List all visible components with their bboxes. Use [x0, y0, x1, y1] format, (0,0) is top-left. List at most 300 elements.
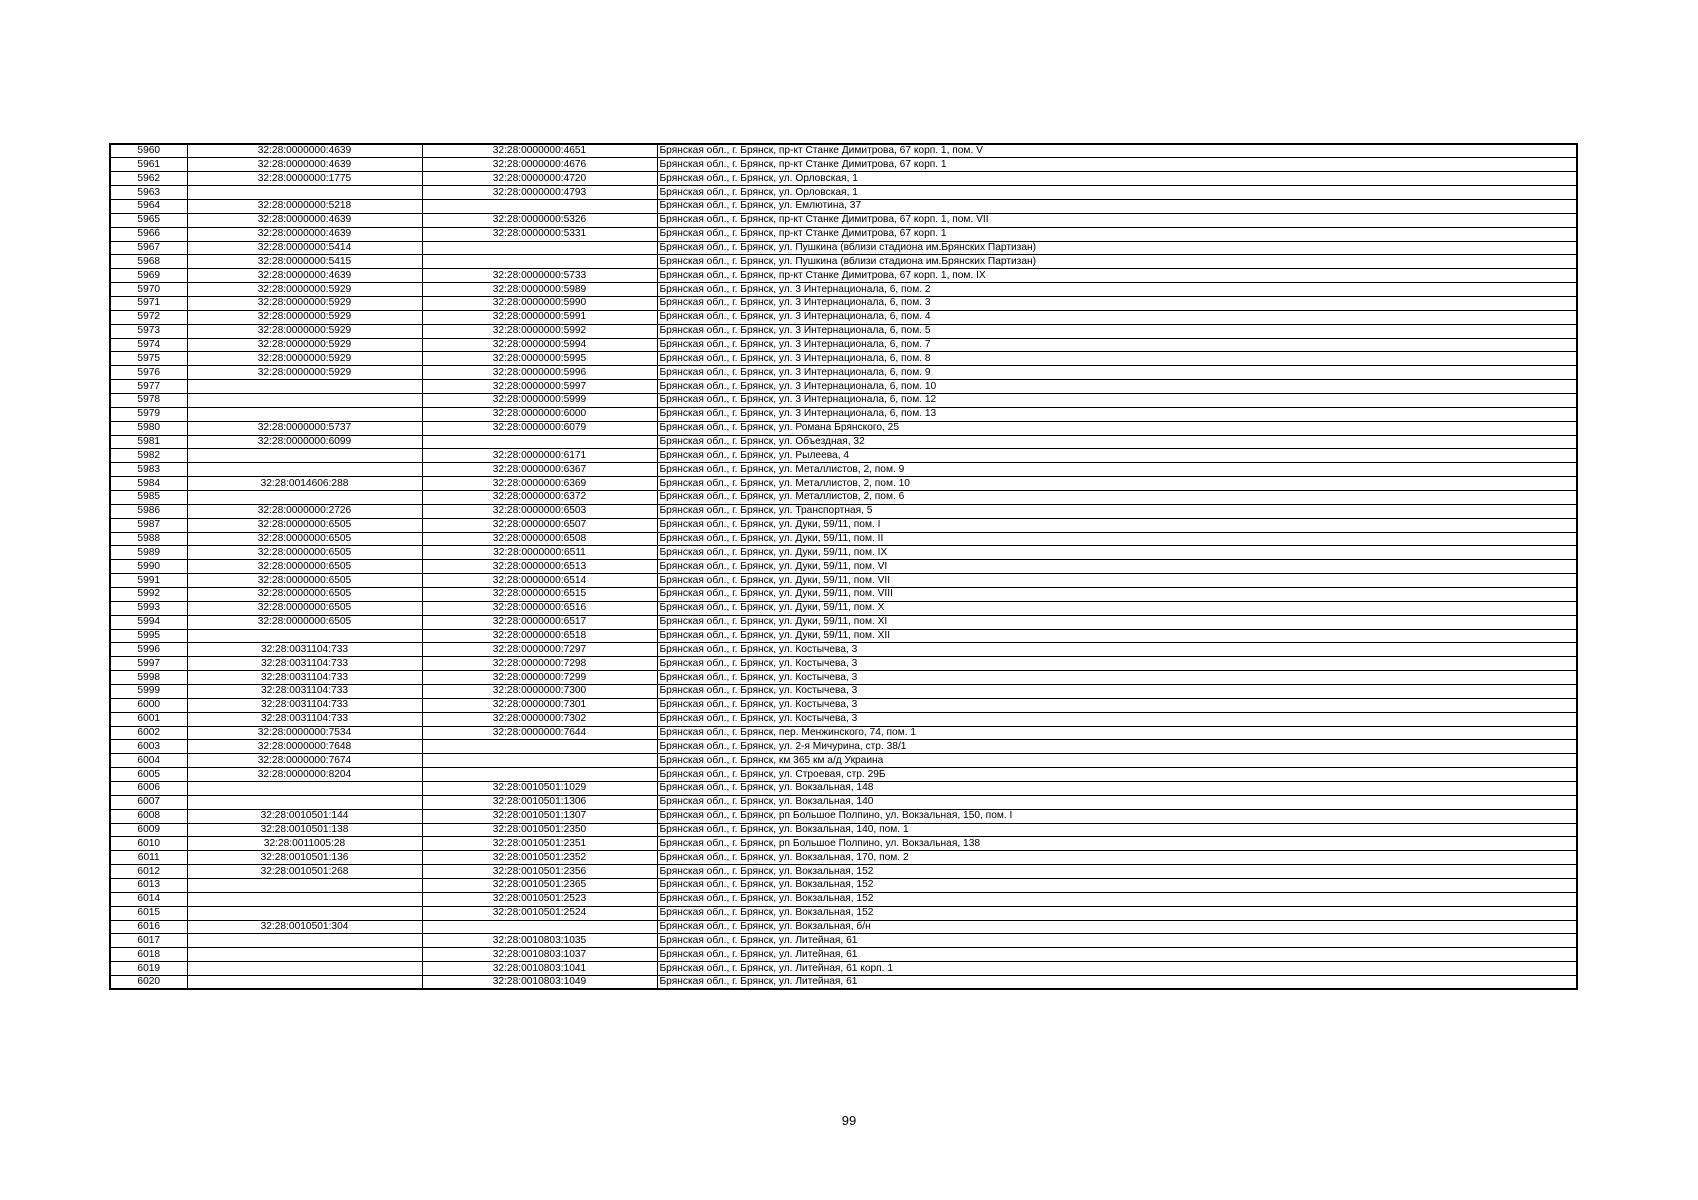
- address-cell: Брянская обл., г. Брянск, рп Большое Полпино, ул. Вокзальная, 138: [657, 837, 1577, 851]
- table-row: [110, 518, 1577, 532]
- table-row: [110, 490, 1577, 504]
- cadastral-number-cell: 32:28:0000000:5733: [422, 269, 657, 283]
- parent-cadastral-number-cell: 32:28:0000000:6505: [187, 518, 422, 532]
- table-row: [110, 962, 1577, 976]
- parent-cadastral-number-cell: 32:28:0000000:4639: [187, 213, 422, 227]
- table-row: [110, 629, 1577, 643]
- table-row: [110, 296, 1577, 310]
- row-number-cell: 6017: [110, 934, 187, 948]
- parent-cadastral-number-cell: 32:28:0000000:5414: [187, 241, 422, 255]
- cadastral-number-cell: 32:28:0000000:4651: [422, 144, 657, 158]
- row-number-cell: 6016: [110, 920, 187, 934]
- cadastral-number-cell: 32:28:0000000:6513: [422, 560, 657, 574]
- table-row: [110, 920, 1577, 934]
- parent-cadastral-number-cell: [187, 490, 422, 504]
- address-cell: Брянская обл., г. Брянск, ул. 3 Интернационала, 6, пом. 12: [657, 393, 1577, 407]
- address-cell: Брянская обл., г. Брянск, ул. Дуки, 59/11, пом. II: [657, 532, 1577, 546]
- row-number-cell: 5978: [110, 393, 187, 407]
- table-row: [110, 227, 1577, 241]
- table-row: [110, 906, 1577, 920]
- row-number-cell: 5992: [110, 588, 187, 602]
- parent-cadastral-number-cell: 32:28:0000000:7648: [187, 740, 422, 754]
- parent-cadastral-number-cell: 32:28:0000000:1775: [187, 172, 422, 186]
- address-cell: Брянская обл., г. Брянск, ул. Вокзальная, 152: [657, 879, 1577, 893]
- cadastral-number-cell: 32:28:0000000:5997: [422, 380, 657, 394]
- cadastral-number-cell: 32:28:0000000:5996: [422, 366, 657, 380]
- table-row: [110, 504, 1577, 518]
- parent-cadastral-number-cell: 32:28:0000000:4639: [187, 158, 422, 172]
- table-row: [110, 879, 1577, 893]
- table-row: [110, 310, 1577, 324]
- table-row: [110, 588, 1577, 602]
- cadastral-number-cell: 32:28:0000000:6507: [422, 518, 657, 532]
- cadastral-number-cell: 32:28:0000000:6372: [422, 490, 657, 504]
- cadastral-number-cell: 32:28:0000000:6000: [422, 407, 657, 421]
- row-number-cell: 5994: [110, 615, 187, 629]
- table-row: [110, 463, 1577, 477]
- parent-cadastral-number-cell: 32:28:0000000:6505: [187, 588, 422, 602]
- address-cell: Брянская обл., г. Брянск, ул. Металлистов, 2, пом. 10: [657, 477, 1577, 491]
- table-row: [110, 407, 1577, 421]
- address-cell: Брянская обл., г. Брянск, пр-кт Станке Димитрова, 67 корп. 1, пом. VII: [657, 213, 1577, 227]
- row-number-cell: 5982: [110, 449, 187, 463]
- parent-cadastral-number-cell: 32:28:0031104:733: [187, 643, 422, 657]
- row-number-cell: 5979: [110, 407, 187, 421]
- cadastral-number-cell: 32:28:0000000:6514: [422, 574, 657, 588]
- table-row: [110, 380, 1577, 394]
- table-row: [110, 574, 1577, 588]
- cadastral-number-cell: [422, 435, 657, 449]
- cadastral-number-cell: 32:28:0000000:6518: [422, 629, 657, 643]
- parent-cadastral-number-cell: 32:28:0000000:5929: [187, 338, 422, 352]
- address-cell: Брянская обл., г. Брянск, ул. Дуки, 59/11, пом. VII: [657, 574, 1577, 588]
- cadastral-number-cell: 32:28:0000000:6079: [422, 421, 657, 435]
- table-row: [110, 560, 1577, 574]
- address-cell: Брянская обл., г. Брянск, ул. Вокзальная, 148: [657, 782, 1577, 796]
- parent-cadastral-number-cell: 32:28:0031104:733: [187, 698, 422, 712]
- table-row: [110, 393, 1577, 407]
- cadastral-number-cell: 32:28:0000000:7301: [422, 698, 657, 712]
- cadastral-number-cell: 32:28:0000000:5326: [422, 213, 657, 227]
- address-cell: Брянская обл., г. Брянск, ул. Дуки, 59/11, пом. IX: [657, 546, 1577, 560]
- parent-cadastral-number-cell: [187, 449, 422, 463]
- row-number-cell: 5975: [110, 352, 187, 366]
- row-number-cell: 6019: [110, 962, 187, 976]
- cadastral-number-cell: 32:28:0000000:6516: [422, 601, 657, 615]
- table-row: [110, 892, 1577, 906]
- address-cell: Брянская обл., г. Брянск, ул. Объездная, 32: [657, 435, 1577, 449]
- cadastral-number-cell: 32:28:0000000:6503: [422, 504, 657, 518]
- row-number-cell: 5965: [110, 213, 187, 227]
- address-cell: Брянская обл., г. Брянск, ул. Пушкина (вблизи стадиона им.Брянских Партизан): [657, 255, 1577, 269]
- parent-cadastral-number-cell: 32:28:0031104:733: [187, 657, 422, 671]
- table-row: [110, 685, 1577, 699]
- table-row: [110, 823, 1577, 837]
- row-number-cell: 5972: [110, 310, 187, 324]
- parent-cadastral-number-cell: [187, 380, 422, 394]
- table-row: [110, 934, 1577, 948]
- address-cell: Брянская обл., г. Брянск, ул. Емлютина, 37: [657, 199, 1577, 213]
- parent-cadastral-number-cell: 32:28:0010501:138: [187, 823, 422, 837]
- cadastral-number-cell: 32:28:0000000:6511: [422, 546, 657, 560]
- row-number-cell: 6010: [110, 837, 187, 851]
- cadastral-number-cell: [422, 740, 657, 754]
- table-row: [110, 643, 1577, 657]
- table-row: [110, 144, 1577, 158]
- cadastral-number-cell: 32:28:0000000:5992: [422, 324, 657, 338]
- table-row: [110, 532, 1577, 546]
- parent-cadastral-number-cell: 32:28:0000000:4639: [187, 269, 422, 283]
- address-cell: Брянская обл., г. Брянск, ул. Литейная, 61: [657, 934, 1577, 948]
- cadastral-number-cell: 32:28:0010501:1307: [422, 809, 657, 823]
- parent-cadastral-number-cell: [187, 407, 422, 421]
- registry-table: [109, 143, 1578, 990]
- row-number-cell: 6012: [110, 865, 187, 879]
- table-row: [110, 865, 1577, 879]
- cadastral-number-cell: 32:28:0010803:1035: [422, 934, 657, 948]
- cadastral-number-cell: 32:28:0010803:1049: [422, 976, 657, 990]
- address-cell: Брянская обл., г. Брянск, ул. Дуки, 59/11, пом. I: [657, 518, 1577, 532]
- parent-cadastral-number-cell: [187, 962, 422, 976]
- table-row: [110, 435, 1577, 449]
- row-number-cell: 6004: [110, 754, 187, 768]
- row-number-cell: 5999: [110, 685, 187, 699]
- address-cell: Брянская обл., г. Брянск, ул. Орловская, 1: [657, 172, 1577, 186]
- cadastral-number-cell: 32:28:0000000:7302: [422, 712, 657, 726]
- parent-cadastral-number-cell: 32:28:0010501:136: [187, 851, 422, 865]
- table-row: [110, 976, 1577, 990]
- parent-cadastral-number-cell: 32:28:0000000:6099: [187, 435, 422, 449]
- row-number-cell: 6014: [110, 892, 187, 906]
- parent-cadastral-number-cell: 32:28:0000000:7534: [187, 726, 422, 740]
- address-cell: Брянская обл., г. Брянск, ул. Дуки, 59/11, пом. X: [657, 601, 1577, 615]
- parent-cadastral-number-cell: [187, 879, 422, 893]
- table-row: [110, 366, 1577, 380]
- address-cell: Брянская обл., г. Брянск, ул. 3 Интернационала, 6, пом. 8: [657, 352, 1577, 366]
- address-cell: Брянская обл., г. Брянск, ул. Металлистов, 2, пом. 6: [657, 490, 1577, 504]
- parent-cadastral-number-cell: [187, 892, 422, 906]
- cadastral-number-cell: 32:28:0000000:6369: [422, 477, 657, 491]
- row-number-cell: 6002: [110, 726, 187, 740]
- parent-cadastral-number-cell: 32:28:0031104:733: [187, 671, 422, 685]
- table-row: [110, 449, 1577, 463]
- cadastral-number-cell: 32:28:0010803:1041: [422, 962, 657, 976]
- row-number-cell: 5963: [110, 186, 187, 200]
- table-row: [110, 768, 1577, 782]
- parent-cadastral-number-cell: 32:28:0031104:733: [187, 685, 422, 699]
- row-number-cell: 5966: [110, 227, 187, 241]
- cadastral-number-cell: [422, 920, 657, 934]
- table-row: [110, 283, 1577, 297]
- parent-cadastral-number-cell: 32:28:0000000:5929: [187, 283, 422, 297]
- address-cell: Брянская обл., г. Брянск, ул. Дуки, 59/11, пом. VI: [657, 560, 1577, 574]
- address-cell: Брянская обл., г. Брянск, ул. Костычева, 3: [657, 643, 1577, 657]
- table-row: [110, 241, 1577, 255]
- cadastral-number-cell: 32:28:0010501:2524: [422, 906, 657, 920]
- row-number-cell: 5986: [110, 504, 187, 518]
- table-row: [110, 213, 1577, 227]
- row-number-cell: 6007: [110, 795, 187, 809]
- parent-cadastral-number-cell: 32:28:0000000:8204: [187, 768, 422, 782]
- cadastral-number-cell: [422, 255, 657, 269]
- table-row: [110, 199, 1577, 213]
- parent-cadastral-number-cell: 32:28:0000000:5415: [187, 255, 422, 269]
- parent-cadastral-number-cell: [187, 629, 422, 643]
- address-cell: Брянская обл., г. Брянск, пер. Менжинского, 74, пом. 1: [657, 726, 1577, 740]
- row-number-cell: 5990: [110, 560, 187, 574]
- parent-cadastral-number-cell: 32:28:0000000:5929: [187, 296, 422, 310]
- parent-cadastral-number-cell: [187, 393, 422, 407]
- parent-cadastral-number-cell: [187, 463, 422, 477]
- row-number-cell: 6011: [110, 851, 187, 865]
- address-cell: Брянская обл., г. Брянск, ул. 3 Интернационала, 6, пом. 2: [657, 283, 1577, 297]
- row-number-cell: 6015: [110, 906, 187, 920]
- cadastral-number-cell: 32:28:0010501:2352: [422, 851, 657, 865]
- parent-cadastral-number-cell: [187, 795, 422, 809]
- row-number-cell: 5987: [110, 518, 187, 532]
- row-number-cell: 5968: [110, 255, 187, 269]
- address-cell: Брянская обл., г. Брянск, ул. Вокзальная, 170, пом. 2: [657, 851, 1577, 865]
- row-number-cell: 5984: [110, 477, 187, 491]
- parent-cadastral-number-cell: [187, 976, 422, 990]
- cadastral-number-cell: 32:28:0000000:7298: [422, 657, 657, 671]
- address-cell: Брянская обл., г. Брянск, ул. Вокзальная, 152: [657, 906, 1577, 920]
- cadastral-number-cell: 32:28:0010501:1029: [422, 782, 657, 796]
- row-number-cell: 5981: [110, 435, 187, 449]
- address-cell: Брянская обл., г. Брянск, км 365 км а/д Украина: [657, 754, 1577, 768]
- row-number-cell: 5969: [110, 269, 187, 283]
- page-number: 99: [841, 1113, 857, 1128]
- address-cell: Брянская обл., г. Брянск, ул. Дуки, 59/11, пом. XII: [657, 629, 1577, 643]
- table-row: [110, 795, 1577, 809]
- row-number-cell: 5973: [110, 324, 187, 338]
- parent-cadastral-number-cell: 32:28:0000000:6505: [187, 546, 422, 560]
- table-row: [110, 421, 1577, 435]
- cadastral-number-cell: 32:28:0000000:5331: [422, 227, 657, 241]
- address-cell: Брянская обл., г. Брянск, ул. Дуки, 59/11, пом. VIII: [657, 588, 1577, 602]
- row-number-cell: 6000: [110, 698, 187, 712]
- row-number-cell: 6009: [110, 823, 187, 837]
- cadastral-number-cell: 32:28:0000000:5989: [422, 283, 657, 297]
- row-number-cell: 6006: [110, 782, 187, 796]
- table-row: [110, 255, 1577, 269]
- cadastral-number-cell: 32:28:0010501:2523: [422, 892, 657, 906]
- cadastral-number-cell: 32:28:0000000:7297: [422, 643, 657, 657]
- cadastral-number-cell: 32:28:0000000:6515: [422, 588, 657, 602]
- parent-cadastral-number-cell: 32:28:0000000:6505: [187, 601, 422, 615]
- address-cell: Брянская обл., г. Брянск, ул. Литейная, 61: [657, 948, 1577, 962]
- table-row: [110, 782, 1577, 796]
- parent-cadastral-number-cell: 32:28:0000000:5218: [187, 199, 422, 213]
- table-row: [110, 948, 1577, 962]
- address-cell: Брянская обл., г. Брянск, ул. Костычева, 3: [657, 685, 1577, 699]
- address-cell: Брянская обл., г. Брянск, ул. Вокзальная, б/н: [657, 920, 1577, 934]
- parent-cadastral-number-cell: 32:28:0000000:6505: [187, 574, 422, 588]
- address-cell: Брянская обл., г. Брянск, ул. Пушкина (вблизи стадиона им.Брянских Партизан): [657, 241, 1577, 255]
- row-number-cell: 5964: [110, 199, 187, 213]
- row-number-cell: 5983: [110, 463, 187, 477]
- address-cell: Брянская обл., г. Брянск, ул. 3 Интернационала, 6, пом. 7: [657, 338, 1577, 352]
- cadastral-number-cell: 32:28:0000000:5995: [422, 352, 657, 366]
- table-row: [110, 601, 1577, 615]
- parent-cadastral-number-cell: 32:28:0000000:6505: [187, 615, 422, 629]
- address-cell: Брянская обл., г. Брянск, ул. 3 Интернационала, 6, пом. 5: [657, 324, 1577, 338]
- cadastral-number-cell: 32:28:0000000:5990: [422, 296, 657, 310]
- table-row: [110, 851, 1577, 865]
- address-cell: Брянская обл., г. Брянск, пр-кт Станке Димитрова, 67 корп. 1: [657, 158, 1577, 172]
- address-cell: Брянская обл., г. Брянск, ул. 3 Интернационала, 6, пом. 3: [657, 296, 1577, 310]
- cadastral-number-cell: 32:28:0000000:7644: [422, 726, 657, 740]
- cadastral-number-cell: [422, 768, 657, 782]
- cadastral-number-cell: 32:28:0000000:5991: [422, 310, 657, 324]
- cadastral-number-cell: [422, 241, 657, 255]
- row-number-cell: 5962: [110, 172, 187, 186]
- row-number-cell: 6013: [110, 879, 187, 893]
- parent-cadastral-number-cell: 32:28:0000000:6505: [187, 532, 422, 546]
- row-number-cell: 5997: [110, 657, 187, 671]
- cadastral-number-cell: 32:28:0000000:4793: [422, 186, 657, 200]
- address-cell: Брянская обл., г. Брянск, ул. Орловская, 1: [657, 186, 1577, 200]
- address-cell: Брянская обл., г. Брянск, ул. Строевая, стр. 29Б: [657, 768, 1577, 782]
- address-cell: Брянская обл., г. Брянск, ул. Вокзальная, 152: [657, 865, 1577, 879]
- row-number-cell: 5967: [110, 241, 187, 255]
- parent-cadastral-number-cell: 32:28:0031104:733: [187, 712, 422, 726]
- address-cell: Брянская обл., г. Брянск, ул. Костычева, 3: [657, 712, 1577, 726]
- cadastral-number-cell: 32:28:0010501:2365: [422, 879, 657, 893]
- table-row: [110, 352, 1577, 366]
- row-number-cell: 5985: [110, 490, 187, 504]
- parent-cadastral-number-cell: 32:28:0000000:5929: [187, 366, 422, 380]
- table-row: [110, 546, 1577, 560]
- parent-cadastral-number-cell: 32:28:0000000:5929: [187, 352, 422, 366]
- table-row: [110, 712, 1577, 726]
- table-row: [110, 269, 1577, 283]
- row-number-cell: 5998: [110, 671, 187, 685]
- row-number-cell: 5989: [110, 546, 187, 560]
- cadastral-number-cell: 32:28:0010501:2356: [422, 865, 657, 879]
- table-row: [110, 158, 1577, 172]
- cadastral-number-cell: 32:28:0000000:5999: [422, 393, 657, 407]
- cadastral-number-cell: 32:28:0010501:2350: [422, 823, 657, 837]
- row-number-cell: 5974: [110, 338, 187, 352]
- cadastral-number-cell: 32:28:0000000:6508: [422, 532, 657, 546]
- address-cell: Брянская обл., г. Брянск, пр-кт Станке Димитрова, 67 корп. 1, пом. V: [657, 144, 1577, 158]
- parent-cadastral-number-cell: 32:28:0000000:4639: [187, 144, 422, 158]
- parent-cadastral-number-cell: 32:28:0010501:268: [187, 865, 422, 879]
- row-number-cell: 5971: [110, 296, 187, 310]
- cadastral-number-cell: 32:28:0010501:2351: [422, 837, 657, 851]
- row-number-cell: 5970: [110, 283, 187, 297]
- row-number-cell: 6001: [110, 712, 187, 726]
- row-number-cell: 6003: [110, 740, 187, 754]
- address-cell: Брянская обл., г. Брянск, ул. Литейная, 61: [657, 976, 1577, 990]
- cadastral-number-cell: [422, 199, 657, 213]
- cadastral-number-cell: 32:28:0000000:7299: [422, 671, 657, 685]
- table-row: [110, 809, 1577, 823]
- row-number-cell: 5991: [110, 574, 187, 588]
- address-cell: Брянская обл., г. Брянск, ул. Дуки, 59/11, пом. XI: [657, 615, 1577, 629]
- address-cell: Брянская обл., г. Брянск, ул. Вокзальная, 152: [657, 892, 1577, 906]
- row-number-cell: 5980: [110, 421, 187, 435]
- row-number-cell: 5996: [110, 643, 187, 657]
- table-row: [110, 172, 1577, 186]
- row-number-cell: 5976: [110, 366, 187, 380]
- cadastral-number-cell: 32:28:0000000:5994: [422, 338, 657, 352]
- row-number-cell: 6018: [110, 948, 187, 962]
- cadastral-number-cell: 32:28:0010501:1306: [422, 795, 657, 809]
- address-cell: Брянская обл., г. Брянск, пр-кт Станке Димитрова, 67 корп. 1, пом. IX: [657, 269, 1577, 283]
- address-cell: Брянская обл., г. Брянск, ул. Литейная, 61 корп. 1: [657, 962, 1577, 976]
- table-row: [110, 726, 1577, 740]
- address-cell: Брянская обл., г. Брянск, ул. Вокзальная, 140, пом. 1: [657, 823, 1577, 837]
- cadastral-number-cell: 32:28:0010803:1037: [422, 948, 657, 962]
- parent-cadastral-number-cell: 32:28:0000000:5929: [187, 310, 422, 324]
- address-cell: Брянская обл., г. Брянск, ул. 3 Интернационала, 6, пом. 9: [657, 366, 1577, 380]
- parent-cadastral-number-cell: 32:28:0010501:304: [187, 920, 422, 934]
- parent-cadastral-number-cell: 32:28:0014606:288: [187, 477, 422, 491]
- cadastral-number-cell: 32:28:0000000:7300: [422, 685, 657, 699]
- table-row: [110, 338, 1577, 352]
- address-cell: Брянская обл., г. Брянск, ул. 2-я Мичурина, стр. 38/1: [657, 740, 1577, 754]
- cadastral-number-cell: 32:28:0000000:6517: [422, 615, 657, 629]
- address-cell: Брянская обл., г. Брянск, пр-кт Станке Димитрова, 67 корп. 1: [657, 227, 1577, 241]
- address-cell: Брянская обл., г. Брянск, ул. Металлистов, 2, пом. 9: [657, 463, 1577, 477]
- address-cell: Брянская обл., г. Брянск, ул. Романа Брянского, 25: [657, 421, 1577, 435]
- parent-cadastral-number-cell: 32:28:0000000:6505: [187, 560, 422, 574]
- address-cell: Брянская обл., г. Брянск, ул. Костычева, 3: [657, 671, 1577, 685]
- row-number-cell: 5993: [110, 601, 187, 615]
- row-number-cell: 6005: [110, 768, 187, 782]
- table-row: [110, 837, 1577, 851]
- row-number-cell: 5977: [110, 380, 187, 394]
- table-row: [110, 754, 1577, 768]
- parent-cadastral-number-cell: 32:28:0000000:5929: [187, 324, 422, 338]
- address-cell: Брянская обл., г. Брянск, ул. Вокзальная, 140: [657, 795, 1577, 809]
- address-cell: Брянская обл., г. Брянск, ул. 3 Интернационала, 6, пом. 10: [657, 380, 1577, 394]
- parent-cadastral-number-cell: 32:28:0010501:144: [187, 809, 422, 823]
- parent-cadastral-number-cell: 32:28:0011005:28: [187, 837, 422, 851]
- row-number-cell: 6020: [110, 976, 187, 990]
- parent-cadastral-number-cell: 32:28:0000000:2726: [187, 504, 422, 518]
- parent-cadastral-number-cell: [187, 782, 422, 796]
- parent-cadastral-number-cell: 32:28:0000000:5737: [187, 421, 422, 435]
- cadastral-number-cell: 32:28:0000000:6367: [422, 463, 657, 477]
- parent-cadastral-number-cell: [187, 934, 422, 948]
- address-cell: Брянская обл., г. Брянск, ул. 3 Интернационала, 6, пом. 13: [657, 407, 1577, 421]
- parent-cadastral-number-cell: [187, 948, 422, 962]
- table-row: [110, 477, 1577, 491]
- address-cell: Брянская обл., г. Брянск, ул. Костычева, 3: [657, 657, 1577, 671]
- parent-cadastral-number-cell: 32:28:0000000:4639: [187, 227, 422, 241]
- table-row: [110, 740, 1577, 754]
- parent-cadastral-number-cell: [187, 906, 422, 920]
- address-cell: Брянская обл., г. Брянск, ул. 3 Интернационала, 6, пом. 4: [657, 310, 1577, 324]
- registry-table-body: [110, 144, 1577, 989]
- address-cell: Брянская обл., г. Брянск, ул. Костычева, 3: [657, 698, 1577, 712]
- cadastral-number-cell: [422, 754, 657, 768]
- table-row: [110, 671, 1577, 685]
- address-cell: Брянская обл., г. Брянск, ул. Рылеева, 4: [657, 449, 1577, 463]
- table-row: [110, 657, 1577, 671]
- address-cell: Брянская обл., г. Брянск, рп Большое Полпино, ул. Вокзальная, 150, пом. I: [657, 809, 1577, 823]
- row-number-cell: 5995: [110, 629, 187, 643]
- table-row: [110, 186, 1577, 200]
- cadastral-number-cell: 32:28:0000000:4720: [422, 172, 657, 186]
- row-number-cell: 5960: [110, 144, 187, 158]
- row-number-cell: 5961: [110, 158, 187, 172]
- parent-cadastral-number-cell: 32:28:0000000:7674: [187, 754, 422, 768]
- cadastral-number-cell: 32:28:0000000:4676: [422, 158, 657, 172]
